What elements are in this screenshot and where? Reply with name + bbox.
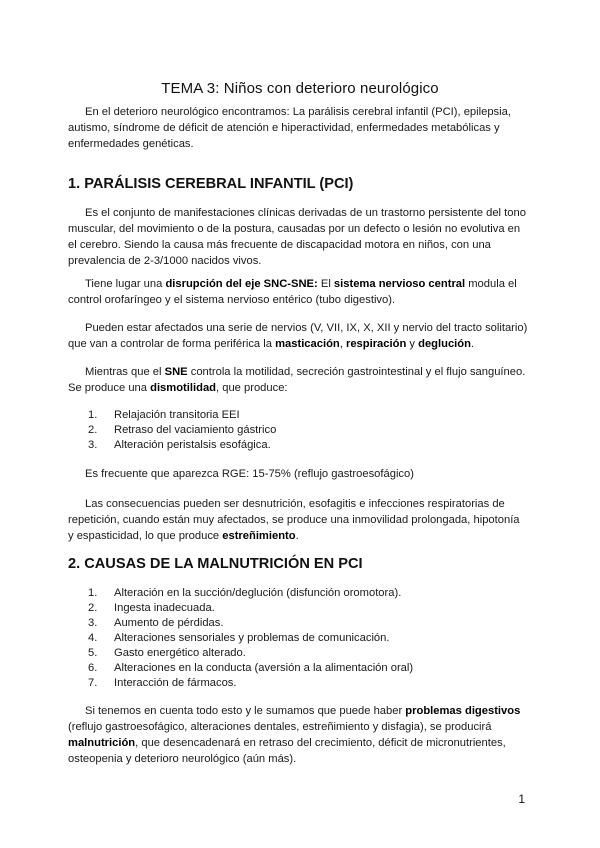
list-item: 2. Ingesta inadecuada. [88,602,215,614]
list-item: 1. Relajación transitoria EEI [88,409,240,421]
malnutrition-causes-list [68,586,528,691]
section-1-paragraph-5: Es frecuente que aparezca RGE: 15-75% (reflujo gastroesofágico) [85,468,414,480]
list-item: 6. Alteraciones en la conducta (aversión a la alimentación oral) [88,662,414,674]
section-1-paragraph-2: Tiene lugar una disrupción del eje SNC-SNE: El sistema nervioso central modula el control orofaríngeo y el sistema nervioso entérico (tubo digestivo). [68,278,517,306]
list-item: 3. Aumento de pérdidas. [88,617,224,629]
section-2-paragraph-1: Si tenemos en cuenta todo esto y le sumamos que puede haber problemas digestivos (reflujo gastroesofágico, alteraciones dentales, estreñimiento y disfagia), se producirá malnutrición, que desencadenará en retraso del crecimiento, déficit de micronutrientes, osteopenia y deterioro neurológico (aún más). [68,705,521,765]
section-1-paragraph-3: Pueden estar afectados una serie de nervios (V, VII, IX, X, XII y nervio del tracto solitario) que van a controlar de forma periférica la masticación, respiración y deglución. [68,322,528,350]
section-1-paragraph-4: Mientras que el SNE controla la motilidad, secreción gastrointestinal y el flujo sanguíneo. Se produce una dismotilidad, que produce: [68,366,526,394]
list-item: 7. Interacción de fármacos. [88,677,237,689]
page-title: TEMA 3: Niños con deterioro neurológico [161,80,439,97]
section-2-heading: 2. CAUSAS DE LA MALNUTRICIÓN EN PCI [68,556,363,572]
dysmotility-effects-list [68,408,528,453]
page-number: 1 [518,792,525,806]
intro-paragraph: En el deterioro neurológico encontramos: La parálisis cerebral infantil (PCI), epilepsia, autismo, síndrome de déficit de atención e hiperactividad, enfermedades metabólicas y enfermedades genéticas. [68,106,511,150]
list-item: 1. Alteración en la succión/deglución (disfunción oromotora). [88,587,402,599]
list-item: 5. Gasto energético alterado. [88,647,246,659]
section-1-paragraph-6: Las consecuencias pueden ser desnutrición, esofagitis e infecciones respiratorias de repetición, cuando están muy afectados, se produce una inmovilidad prolongada, hipotonía y espasticidad, lo que produce estreñimiento. [68,498,520,542]
section-1-paragraph-1: Es el conjunto de manifestaciones clínicas derivadas de un trastorno persistente del tono muscular, del movimiento o de la postura, causadas por un defecto o lesión no evolutiva en el cerebro. Siendo la causa más frecuente de discapacidad motora en niños, con una prevalencia de 2-3/1000 nacidos vivos. [68,207,526,267]
section-1-heading: 1. PARÁLISIS CEREBRAL INFANTIL (PCI) [68,176,354,192]
list-item: 2. Retraso del vaciamiento gástrico [88,424,277,436]
list-item: 4. Alteraciones sensoriales y problemas de comunicación. [88,632,390,644]
list-item: 3. Alteración peristalsis esofágica. [88,439,271,451]
